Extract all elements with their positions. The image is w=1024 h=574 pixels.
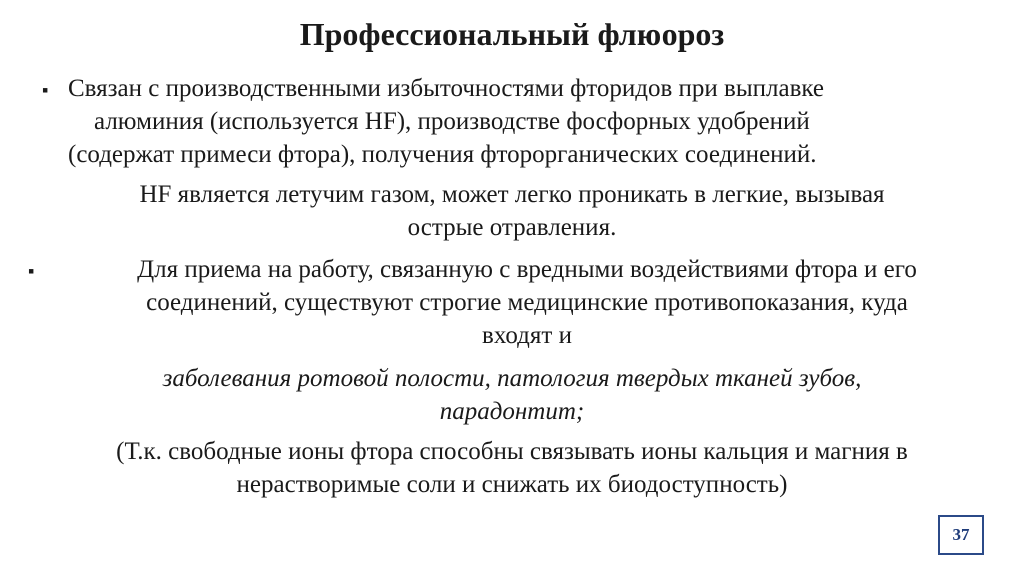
bullet-paragraph-contraindications — [50, 253, 1004, 352]
bullet-marker: ▪ — [42, 80, 49, 100]
text-line: (Т.к. свободные ионы фтора способны связывать ионы кальция и магния в — [116, 438, 908, 465]
text-line: Для приема на работу, связанную с вредными воздействиями фтора и его — [137, 256, 917, 283]
text-line: Связан с производственными избыточностями фторидов при выплавке — [68, 75, 825, 102]
paragraph-hf-gas — [0, 178, 1024, 244]
paragraph-diseases — [0, 362, 1024, 428]
text-line: (содержат примеси фтора), получения фторорганических соединений. — [68, 141, 817, 168]
paragraph-explanation — [10, 435, 1014, 501]
text-line: HF является летучим газом, может легко проникать в легкие, вызывая — [139, 181, 885, 208]
text-line: входят и — [482, 322, 572, 349]
text-line: алюминия (используется HF), производстве фосфорных удобрений — [94, 108, 810, 135]
page-number: 37 — [938, 515, 984, 555]
slide-title: Профессиональный флюороз — [299, 16, 725, 52]
bullet-marker: ▪ — [28, 261, 35, 281]
text-line: соединений, существуют строгие медицинские противопоказания, куда — [146, 289, 908, 316]
text-line: заболевания ротовой полости, патология твердых тканей зубов, — [162, 365, 862, 392]
text-line: нерастворимые соли и снижать их биодоступность) — [236, 471, 788, 498]
text-line: парадонтит; — [439, 398, 585, 425]
text-line: острые отравления. — [407, 214, 617, 241]
bullet-paragraph-production — [68, 72, 1008, 171]
